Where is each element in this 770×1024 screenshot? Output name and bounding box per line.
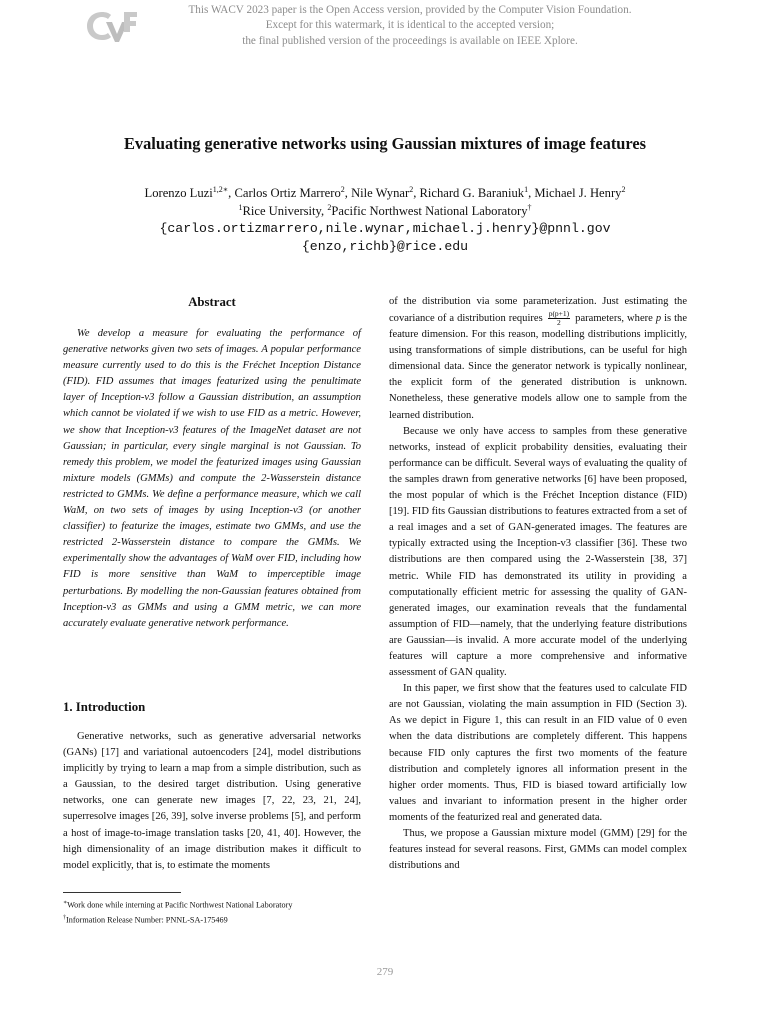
author-affiliation-mark: 2 [409,184,414,194]
right-column-text [389,294,687,874]
footnote-2 [63,912,361,927]
math-variable: p [655,313,662,325]
footnote-mark: † [63,914,66,921]
abstract-text: We develop a measure for evaluating the performance of generative networks given two sets of images. A popular performance measure currently used to do this is the Fréchet Inception Distance (FID). FID assumes that images featurized using the penultimate layer of Inception-v3 follow a Gaussian distribution, an assumption which cannot be violated if we wish to use FID as a metric. However, we show that Inception-v3 features of the ImageNet dataset are not Gaussian; in particular, every single marginal is not Gaussian. To remedy this problem, we model the featurized images using Gaussian mixture models (GMMs) and compute the 2-Wasserstein distance restricted to GMMs. We define a performance measure, which we call WaM, on two sets of images by using Inception-v3 (or another classifier) to featurize the images, estimate two GMMs, and use the restricted 2-Wasserstein distance to compare the GMMs. We experimentally show the advantages of WaM over FID, including how FID is more sensitive than WaM to imperceptible image perturbations. By modelling the non-Gaussian features obtained from Inception-v3 as GMMs and using a GMM metric, we can more accurately evaluate generative network performance. [63,328,361,629]
watermark-line-1: This WACV 2023 paper is the Open Access version, provided by the Computer Vision Foundation. [188,4,632,16]
footnote-mark: ∗ [63,900,68,906]
paragraph: Thus, we propose a Gaussian mixture model (GMM) [29] for the features instead for several reasons. First, GMMs can model complex distributions and [389,828,687,872]
email-pnnl: {carlos.ortizmarrero,nile.wynar,michael.j.henry}@pnnl.gov [159,221,611,236]
affiliation-mark: 2 [327,202,332,212]
watermark-line-2: Except for this watermark, it is identical to the accepted version; [265,19,555,32]
cvf-logo-icon [84,6,138,46]
author-name: Michael J. Henry [534,186,622,200]
paragraph-text: parameters, where [575,313,653,325]
affiliation-rice: Rice University, [242,204,325,218]
abstract-heading: Abstract [188,295,236,309]
email-rice: {enzo,richb}@rice.edu [301,239,469,254]
footnote-divider [63,892,181,893]
affiliation-footnote-mark: † [527,202,532,212]
paragraph-text: of the distribution via some parameterization. Just estimating the covariance of a distribution requires [389,296,687,325]
footnote-text: Work done while interning at Pacific Northwest National Laboratory [67,900,293,910]
introduction-heading: 1. Introduction [63,700,146,714]
paragraph: Because we only have access to samples from these generative networks, instead of explicit probability densities, evaluating their performance can be difficult. Several ways of evaluating the quality of the samples drawn from generative networks [6] have been proposed, the most popular of which is the Fréchet Inception distance (FID) [19]. FID fits Gaussian distributions to features extracted from a set of a real images and a set of GAN-generated images. The features are typically extracted using the Inception-v3 classifier [36]. These two distributions are then compared using the 2-Wasserstein [38, 37] metric. While FID has demonstrated its utility in providing a computationally efficient metric for assessing the quality of GAN-generated images, our examination reveals that the fundamental assumption of FID—namely, that the underlying feature distributions are Gaussian—is invalid. A more accurate model of the underlying features will capture a more comprehensive and informative assessment of GAN quality. [389,425,687,679]
introduction-text: Generative networks, such as generative adversarial networks (GANs) [17] and variational autoencoders [24], model distributions implicitly by trying to learn a map from a simple distribution, such as a Gaussian, to the desired target distribution. Using generative networks, one can generate new images [7, 22, 23, 21, 24], superresolve images [26, 39], solve inverse problems [5], and perform a host of image-to-image translation tasks [20, 41, 40]. However, the high dimensionality of an image distribution makes it difficult to model explicitly, that is, to estimate the moments [63,731,361,871]
page-number: 279 [376,966,394,978]
fraction-denominator: 2 [557,318,561,328]
paragraph [389,294,687,424]
footnote-text: Information Release Number: PNNL-SA-175469 [66,915,228,925]
author-name: Richard G. Baraniuk [419,186,525,200]
affiliation-mark: 1 [238,202,243,212]
paragraph: In this paper, we first show that the features used to calculate FID are not Gaussian, violating the main assumption in FID (Section 3). As we depict in Figure 1, this can result in an FID value of 0 even when the data distributions are completely different. This happens because FID only captures the first two moments of the feature distribution and completely ignores all information present in the higher order moments. Thus, FID is biased toward artificially low values and invariant to information present in the higher order moments of the featurized real and generated data. [389,683,687,823]
open-access-watermark [150,3,670,49]
author-affiliation-mark: 2 [621,184,626,194]
affiliation-pnnl: Pacific Northwest National Laboratory [331,204,528,218]
author-affiliation-mark: 1 [524,184,529,194]
fraction [548,310,570,327]
author-list: Lorenzo Luzi$^{1,2∗}$, Carlos Ortiz Marrero$^2$, Nile Wynar$^2$, Richard G. Baraniuk$^1$, Michael J. Henry$^2$ [144,184,626,200]
author-affiliation-mark: 1,2∗ [212,184,229,194]
watermark-line-3: the final published version of the proceedings is available on IEEE Xplore. [242,34,578,47]
affiliations [0,202,770,220]
author-name: Nile Wynar [351,186,410,200]
fraction-numerator: p(p+1) [548,309,570,319]
paper-title: Evaluating generative networks using Gaussian mixtures of image features [123,134,647,153]
paragraph-text: is the feature dimension. For this reason, modelling distributions implicitly, using transformations of simple distributions, can be useful for high dimensional data. Since the generator network is typically nonlinear, the explicit form of the generated distribution is unknown. Nonetheless, these generative models allow one to sample from the learned distribution. [389,313,688,421]
author-name: Carlos Ortiz Marrero [234,186,341,200]
author-name: Lorenzo Luzi [144,186,213,200]
author-affiliation-mark: 2 [340,184,345,194]
footnote-1 [63,897,361,912]
author-block [0,184,770,256]
footnotes [63,897,361,926]
